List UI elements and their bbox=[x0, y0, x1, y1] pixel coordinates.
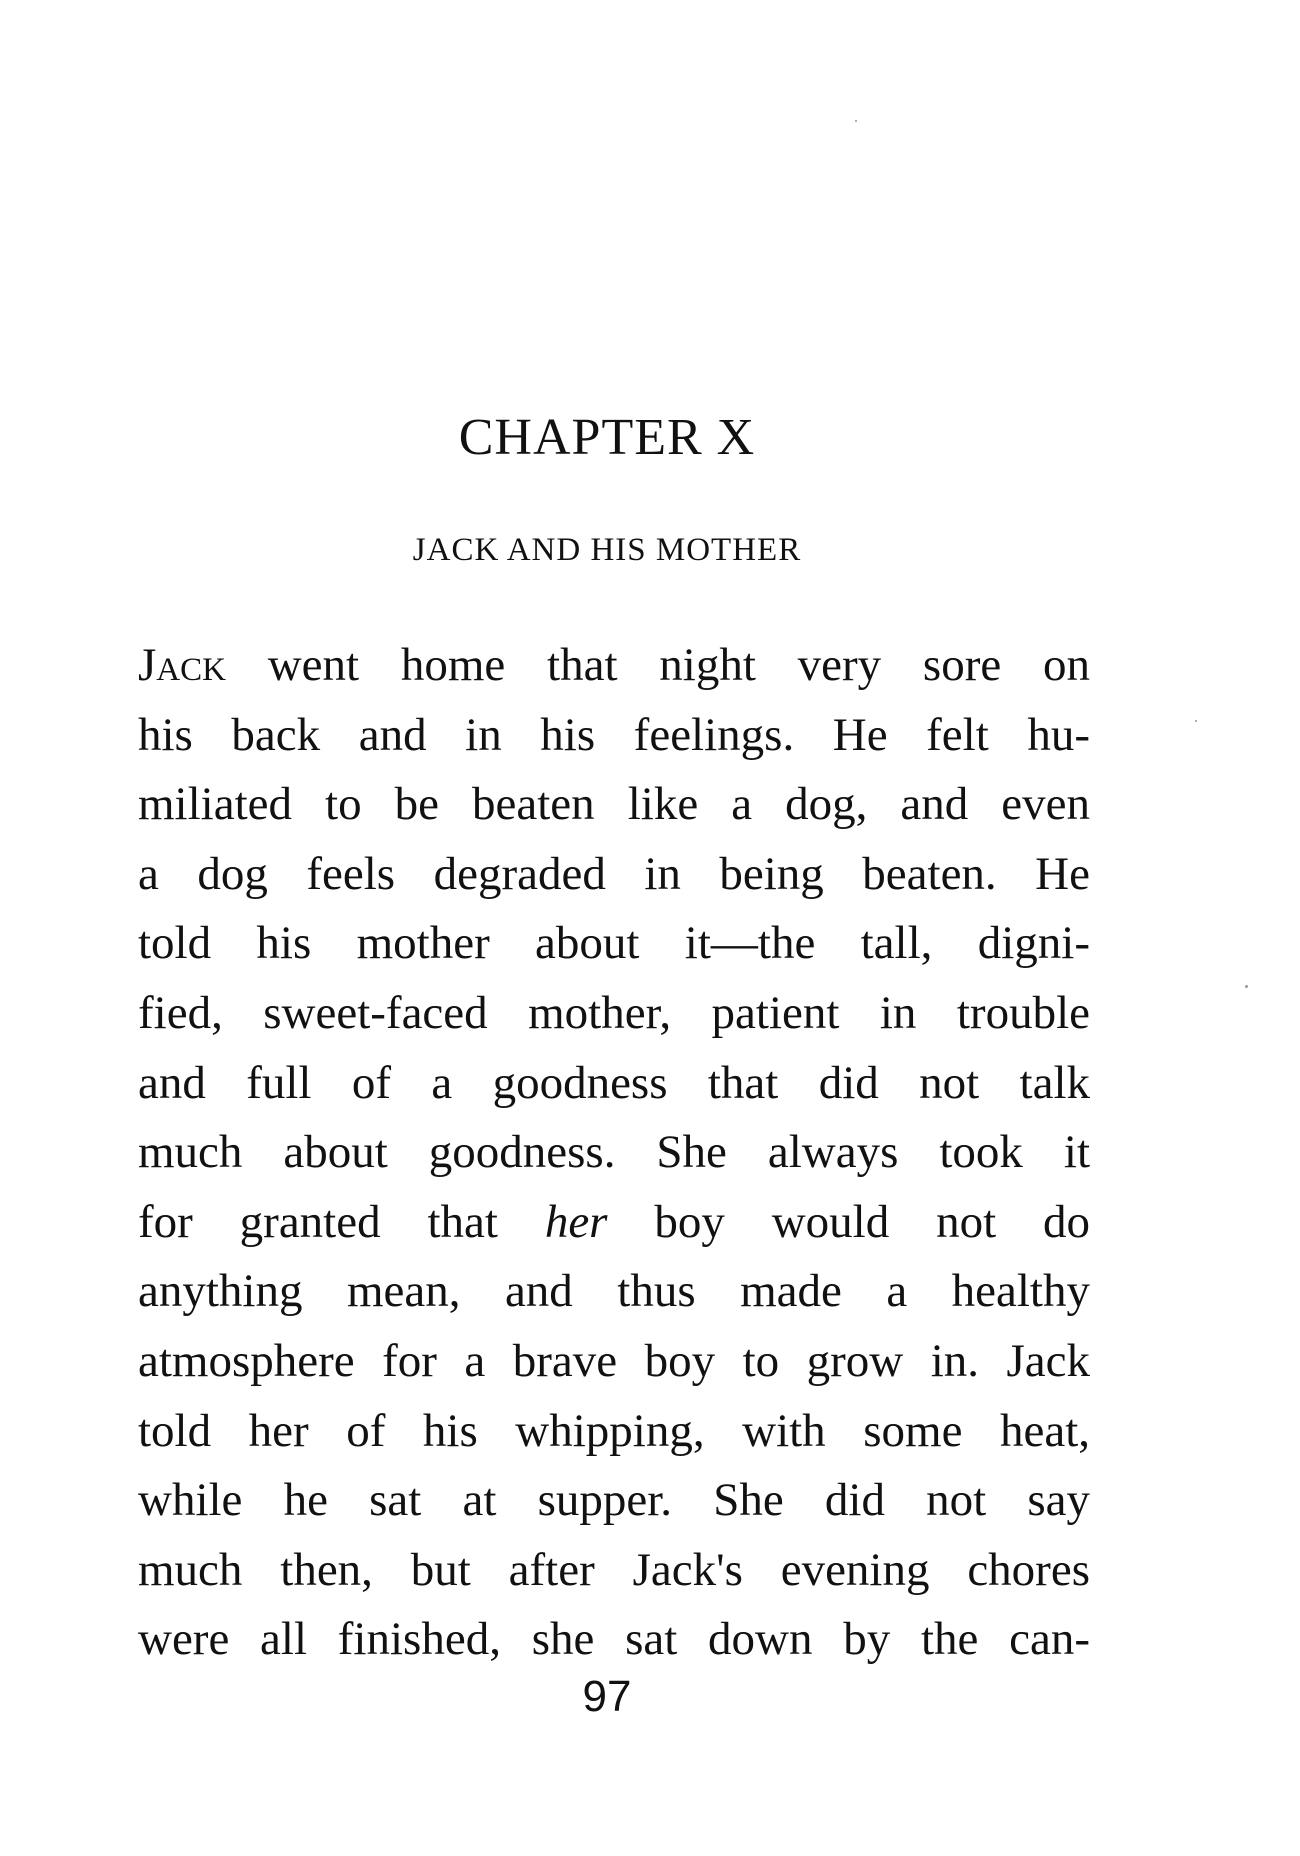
text-line-7: and full of a goodness that did not talk bbox=[138, 1056, 1090, 1109]
page-number: 97 bbox=[582, 1672, 632, 1721]
text-line-5: told his mother about it—the tall, digni- bbox=[138, 917, 1090, 970]
emphasized-word: her bbox=[544, 1195, 608, 1248]
text-line-10: anything mean, and thus made a healthy bbox=[138, 1265, 1090, 1318]
text-line-8: much about goodness. She always took it bbox=[138, 1126, 1090, 1179]
chapter-number: CHAPTER X bbox=[458, 409, 756, 466]
paper-speck bbox=[855, 120, 857, 122]
text-line-13: while he sat at supper. She did not say bbox=[138, 1474, 1090, 1527]
text-line-6: fied, sweet-faced mother, patient in trouble bbox=[138, 986, 1090, 1039]
paper-speck bbox=[1245, 985, 1248, 988]
text-line-14: much then, but after Jack's evening chores bbox=[138, 1543, 1090, 1596]
text-line-1: Jack went home that night very sore on bbox=[138, 639, 1090, 691]
text-line-4: a dog feels degraded in being beaten. He bbox=[138, 847, 1090, 900]
text-line-11: atmosphere for a brave boy to grow in. Jack bbox=[138, 1334, 1090, 1387]
body-text bbox=[138, 631, 1090, 1675]
text-line-12: told her of his whipping, with some heat, bbox=[138, 1404, 1090, 1457]
text-line-9: for granted that her boy would not do bbox=[138, 1195, 1090, 1248]
paper-speck bbox=[1195, 720, 1197, 722]
text-line-15: were all finished, she sat down by the can- bbox=[138, 1613, 1090, 1666]
first-word: Jack bbox=[138, 639, 226, 691]
text-line-2: his back and in his feelings. He felt hu- bbox=[138, 708, 1090, 761]
text-line-3: miliated to be beaten like a dog, and even bbox=[138, 778, 1090, 831]
chapter-title: JACK AND HIS MOTHER bbox=[412, 532, 802, 568]
